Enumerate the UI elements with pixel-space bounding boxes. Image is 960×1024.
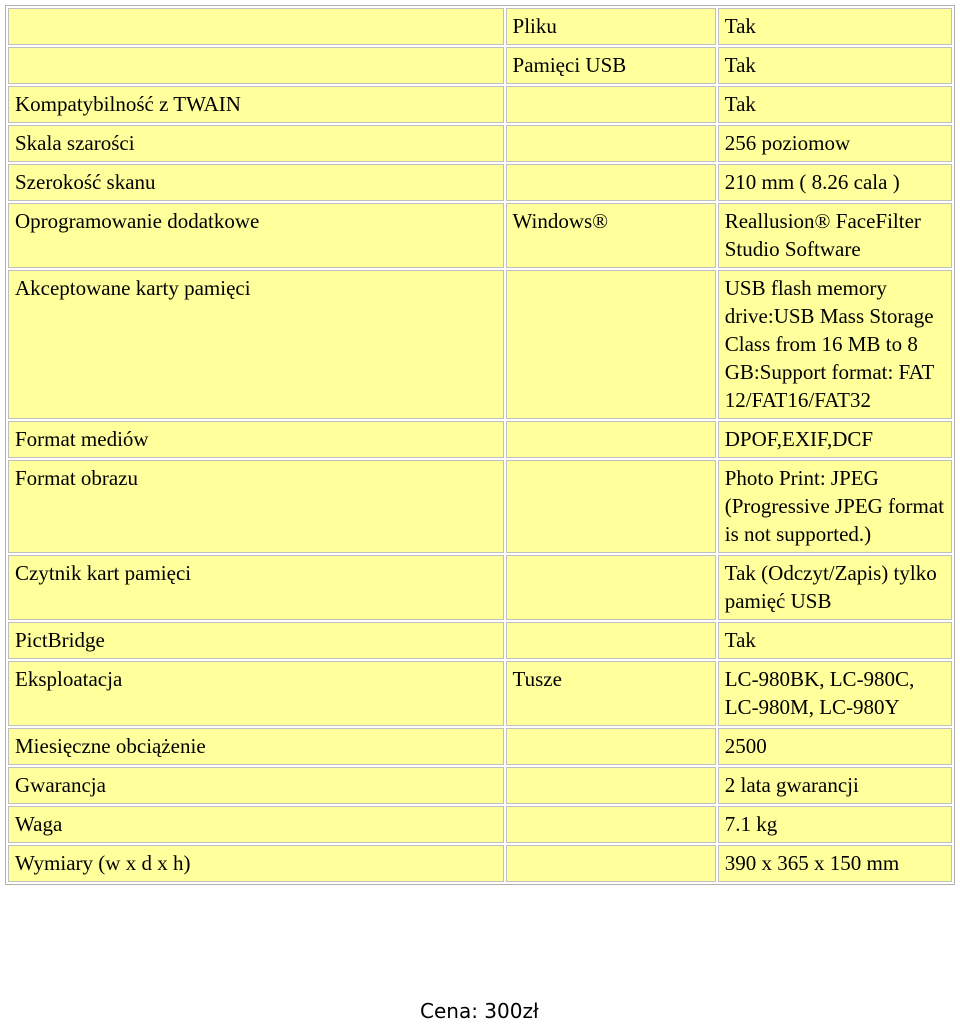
spec-subcategory xyxy=(506,421,716,458)
spec-subcategory xyxy=(506,270,716,419)
table-row xyxy=(8,622,952,659)
table-row xyxy=(8,421,952,458)
spec-value: LC-980BK, LC-980C, LC-980M, LC-980Y xyxy=(718,661,952,726)
spec-value: 7.1 kg xyxy=(718,806,952,843)
spec-value: 390 x 365 x 150 mm xyxy=(718,845,952,882)
spec-label: Wymiary (w x d x h) xyxy=(8,845,504,882)
spec-value: Tak xyxy=(718,8,952,45)
spec-label: Eksploatacja xyxy=(8,661,504,726)
spec-value: USB flash memory drive:USB Mass Storage Class from 16 MB to 8 GB:Support format: FAT 12/FAT16/FAT32 xyxy=(718,270,952,419)
table-row xyxy=(8,661,952,726)
table-row xyxy=(8,845,952,882)
spec-label: Format obrazu xyxy=(8,460,504,553)
spec-subcategory xyxy=(506,555,716,620)
spec-value: 2500 xyxy=(718,728,952,765)
table-row xyxy=(8,728,952,765)
spec-subcategory: Pliku xyxy=(506,8,716,45)
spec-label xyxy=(8,47,504,84)
table-row xyxy=(8,460,952,553)
spec-value: 210 mm ( 8.26 cala ) xyxy=(718,164,952,201)
spec-value: Tak xyxy=(718,86,952,123)
spec-label xyxy=(8,8,504,45)
table-row xyxy=(8,806,952,843)
spec-subcategory xyxy=(506,622,716,659)
table-row xyxy=(8,8,952,45)
spec-subcategory xyxy=(506,164,716,201)
spec-label: Gwarancja xyxy=(8,767,504,804)
spec-label: Skala szarości xyxy=(8,125,504,162)
spec-table-body xyxy=(8,8,952,882)
spec-label: Waga xyxy=(8,806,504,843)
table-row xyxy=(8,86,952,123)
spec-label: Kompatybilność z TWAIN xyxy=(8,86,504,123)
table-row xyxy=(8,270,952,419)
table-row xyxy=(8,767,952,804)
spec-subcategory xyxy=(506,845,716,882)
table-row xyxy=(8,203,952,268)
spec-subcategory: Tusze xyxy=(506,661,716,726)
spec-label: PictBridge xyxy=(8,622,504,659)
spec-label: Miesięczne obciążenie xyxy=(8,728,504,765)
spec-table xyxy=(5,5,955,885)
spec-subcategory xyxy=(506,806,716,843)
spec-value: Photo Print: JPEG (Progressive JPEG format is not supported.) xyxy=(718,460,952,553)
spec-subcategory xyxy=(506,767,716,804)
table-row xyxy=(8,47,952,84)
table-row xyxy=(8,164,952,201)
spec-value: DPOF,EXIF,DCF xyxy=(718,421,952,458)
spec-value: 256 poziomow xyxy=(718,125,952,162)
spec-subcategory: Pamięci USB xyxy=(506,47,716,84)
spec-value: 2 lata gwarancji xyxy=(718,767,952,804)
spec-value: Reallusion® FaceFilter Studio Software xyxy=(718,203,952,268)
spec-subcategory xyxy=(506,86,716,123)
spec-subcategory xyxy=(506,460,716,553)
spec-value: Tak (Odczyt/Zapis) tylko pamięć USB xyxy=(718,555,952,620)
spec-label: Szerokość skanu xyxy=(8,164,504,201)
spec-label: Format mediów xyxy=(8,421,504,458)
spec-subcategory xyxy=(506,125,716,162)
spec-value: Tak xyxy=(718,47,952,84)
spec-label: Oprogramowanie dodatkowe xyxy=(8,203,504,268)
spec-value: Tak xyxy=(718,622,952,659)
table-row xyxy=(8,555,952,620)
spec-subcategory: Windows® xyxy=(506,203,716,268)
spec-subcategory xyxy=(506,728,716,765)
table-row xyxy=(8,125,952,162)
spec-label: Akceptowane karty pamięci xyxy=(8,270,504,419)
spec-label: Czytnik kart pamięci xyxy=(8,555,504,620)
price-label: Cena: 300zł xyxy=(420,999,539,1023)
